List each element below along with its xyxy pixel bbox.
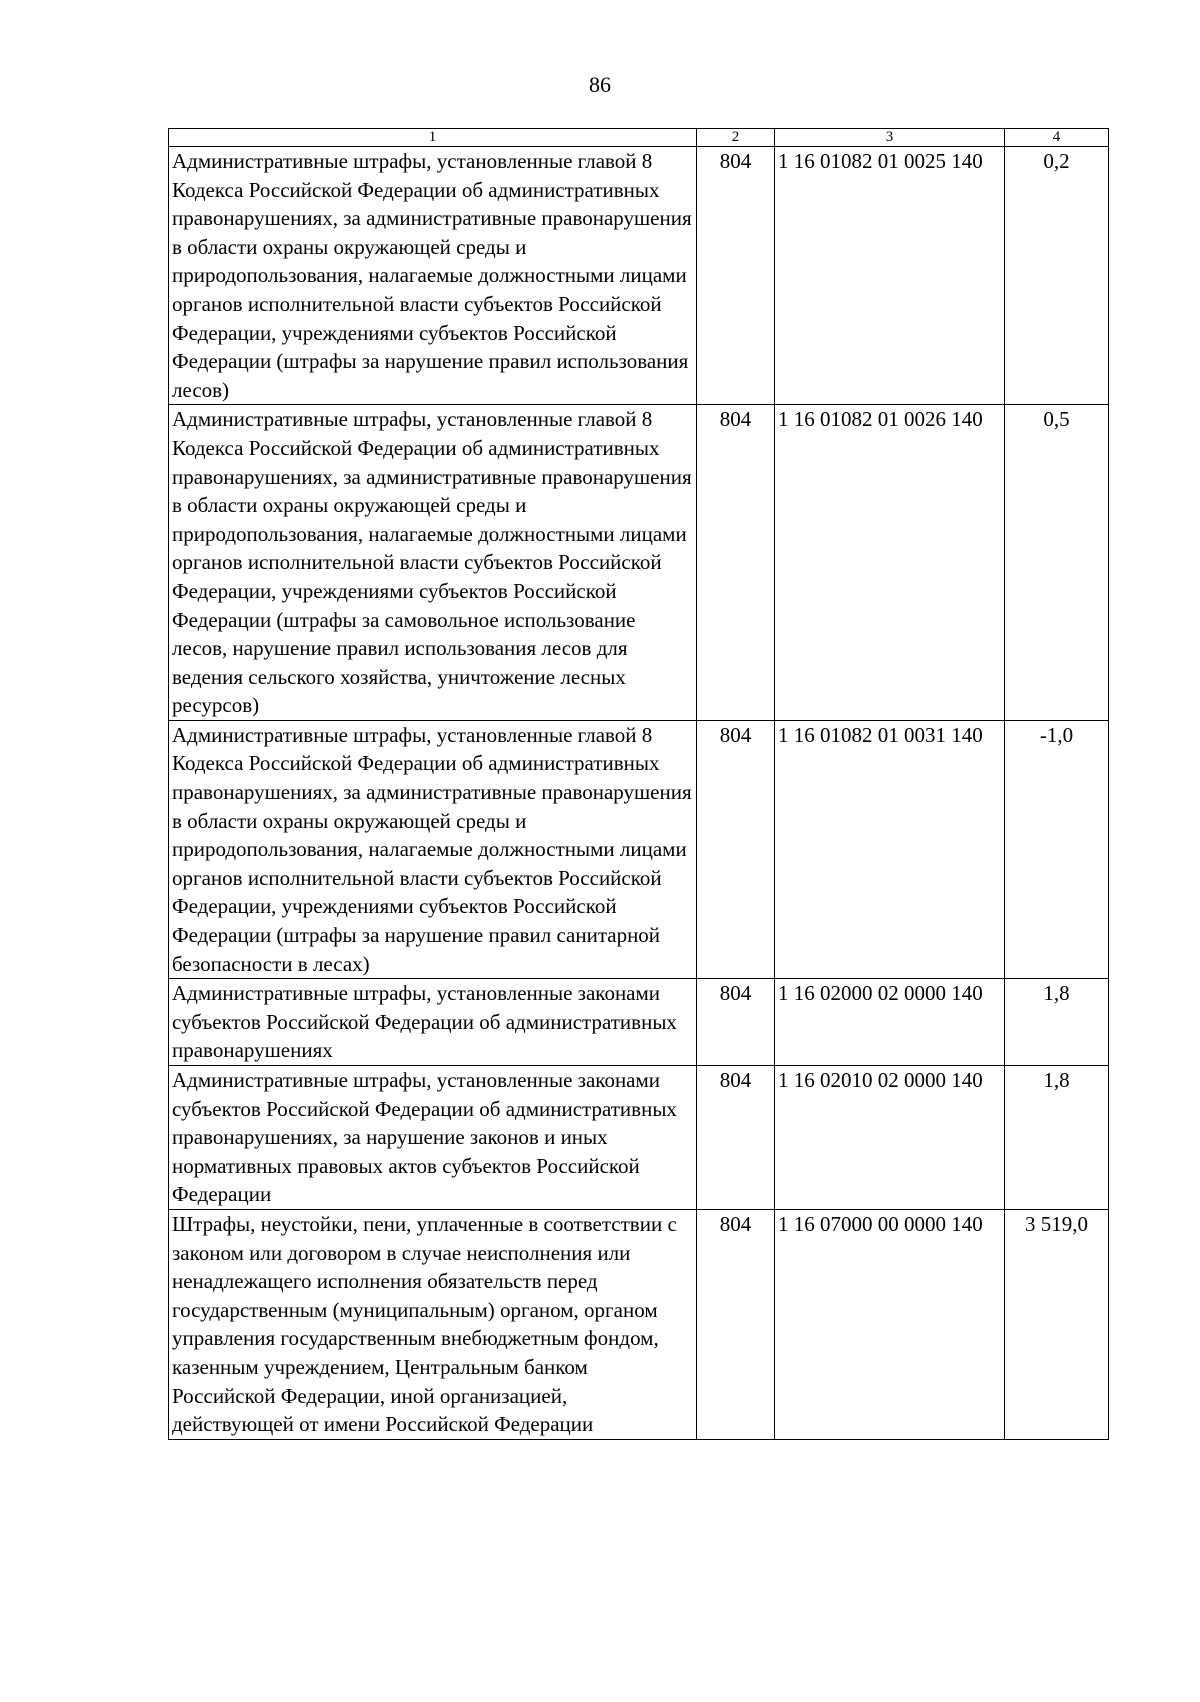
table-row (169, 147, 1109, 405)
column-header-1: 1 (169, 129, 697, 147)
budget-classification-code-cell: 1 16 01082 01 0025 140 (775, 147, 1005, 405)
amount-cell: 3 519,0 (1005, 1209, 1109, 1439)
revenue-name-cell: Административные штрафы, установленные главой 8 Кодекса Российской Федерации об административных правонарушениях, за административные правонарушения в области охраны окружающей среды и природопользования, налагаемые должностными лицами органов исполнительной власти субъектов Российской Федерации, учреждениями субъектов Российской Федерации (штрафы за нарушение правил санитарной безопасности в лесах) (169, 720, 697, 978)
administrator-code-cell: 804 (697, 1209, 775, 1439)
budget-revenue-table (168, 128, 1109, 1440)
administrator-code-cell: 804 (697, 405, 775, 721)
revenue-name-cell: Административные штрафы, установленные главой 8 Кодекса Российской Федерации об административных правонарушениях, за административные правонарушения в области охраны окружающей среды и природопользования, налагаемые должностными лицами органов исполнительной власти субъектов Российской Федерации, учреждениями субъектов Российской Федерации (штрафы за нарушение правил использования лесов) (169, 147, 697, 405)
budget-classification-code-cell: 1 16 02010 02 0000 140 (775, 1066, 1005, 1210)
administrator-code-cell: 804 (697, 1066, 775, 1210)
table-row (169, 979, 1109, 1066)
amount-cell: -1,0 (1005, 720, 1109, 978)
budget-classification-code-cell: 1 16 02000 02 0000 140 (775, 979, 1005, 1066)
column-number-row (169, 129, 1109, 147)
administrator-code-cell: 804 (697, 147, 775, 405)
column-header-2: 2 (697, 129, 775, 147)
revenue-name-cell: Административные штрафы, установленные главой 8 Кодекса Российской Федерации об административных правонарушениях, за административные правонарушения в области охраны окружающей среды и природопользования, налагаемые должностными лицами органов исполнительной власти субъектов Российской Федерации, учреждениями субъектов Российской Федерации (штрафы за самовольное использование лесов, нарушение правил использования лесов для ведения сельского хозяйства, уничтожение лесных ресурсов) (169, 405, 697, 721)
administrator-code-cell: 804 (697, 979, 775, 1066)
revenue-name-cell: Административные штрафы, установленные законами субъектов Российской Федерации об административных правонарушениях (169, 979, 697, 1066)
budget-classification-code-cell: 1 16 01082 01 0026 140 (775, 405, 1005, 721)
table-row (169, 720, 1109, 978)
revenue-name-cell: Штрафы, неустойки, пени, уплаченные в соответствии с законом или договором в случае неисполнения или ненадлежащего исполнения обязательств перед государственным (муниципальным) органом, органом управления государственным внебюджетным фондом, казенным учреждением, Центральным банком Российской Федерации, иной организацией, действующей от имени Российской Федерации (169, 1209, 697, 1439)
page-number: 86 (589, 72, 611, 97)
budget-classification-code-cell: 1 16 01082 01 0031 140 (775, 720, 1005, 978)
amount-cell: 0,2 (1005, 147, 1109, 405)
table-row (169, 1066, 1109, 1210)
budget-classification-code-cell: 1 16 07000 00 0000 140 (775, 1209, 1005, 1439)
table-row (169, 1209, 1109, 1439)
amount-cell: 0,5 (1005, 405, 1109, 721)
administrator-code-cell: 804 (697, 720, 775, 978)
amount-cell: 1,8 (1005, 1066, 1109, 1210)
column-header-4: 4 (1005, 129, 1109, 147)
table-row (169, 405, 1109, 721)
column-header-3: 3 (775, 129, 1005, 147)
amount-cell: 1,8 (1005, 979, 1109, 1066)
revenue-name-cell: Административные штрафы, установленные законами субъектов Российской Федерации об административных правонарушениях, за нарушение законов и иных нормативных правовых актов субъектов Российской Федерации (169, 1066, 697, 1210)
